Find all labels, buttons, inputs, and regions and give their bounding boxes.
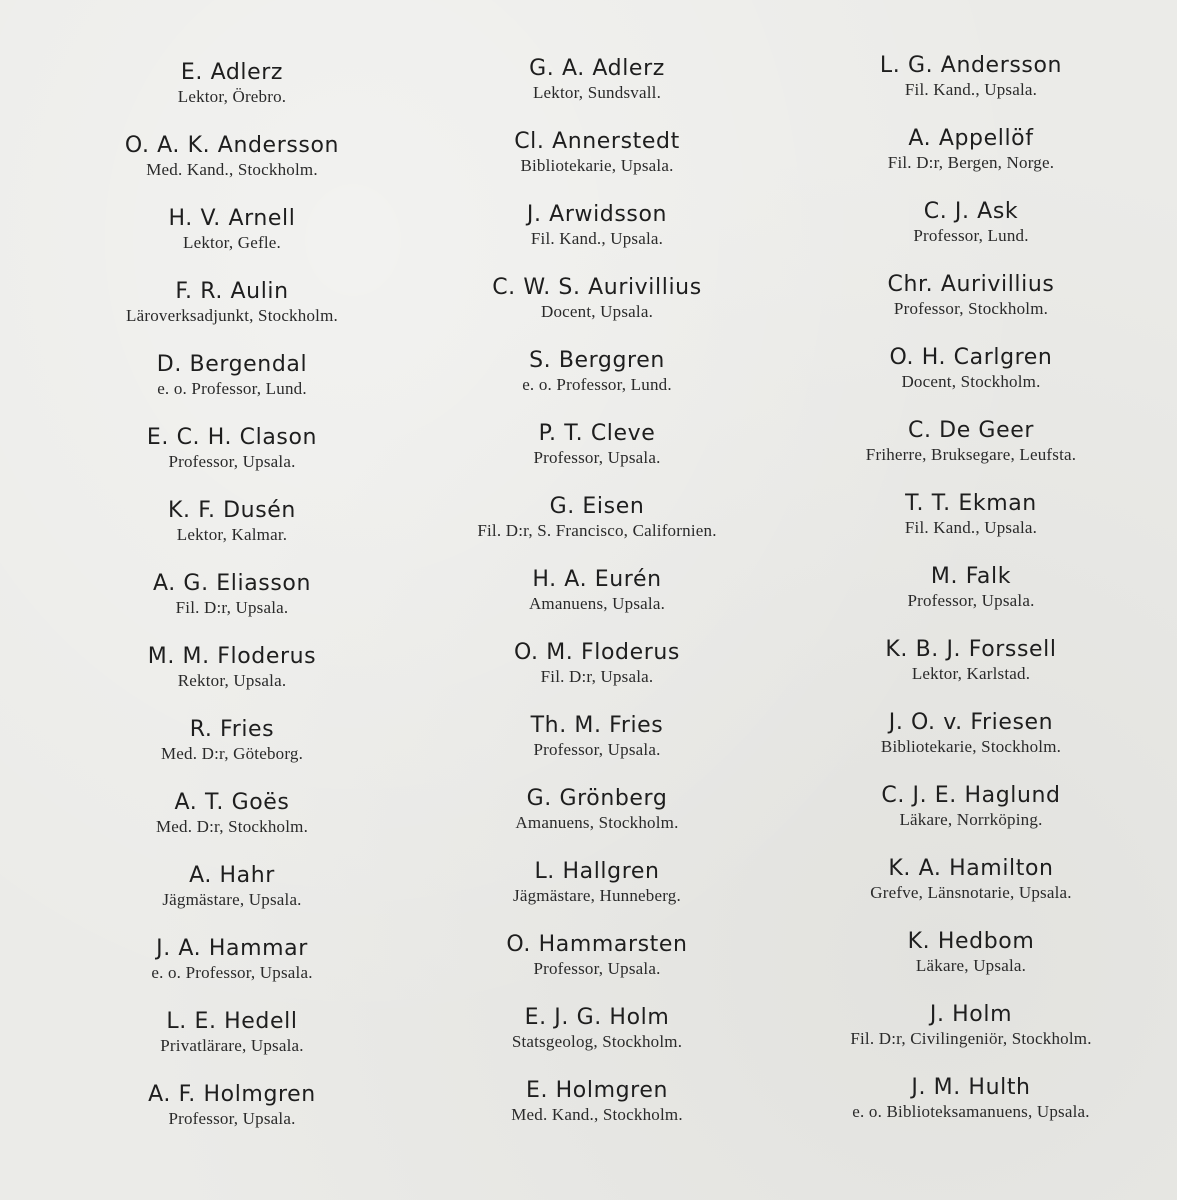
member-entry: [42, 640, 422, 713]
member-title: Rektor, Upsala.: [177, 671, 287, 690]
member-title: Bibliotekarie, Upsala.: [520, 156, 674, 175]
member-name: L. E. Hedell: [166, 1009, 298, 1034]
member-entry: [42, 1078, 422, 1151]
member-name: R. Fries: [189, 717, 275, 742]
member-entry: [407, 344, 787, 417]
member-entry: [42, 421, 422, 494]
member-entry: [781, 341, 1161, 414]
member-entry: [42, 348, 422, 421]
member-title: e. o. Professor, Upsala.: [151, 963, 313, 982]
member-name: F. R. Aulin: [175, 279, 289, 304]
member-name: P. T. Cleve: [538, 421, 656, 446]
member-title: Lektor, Sundsvall.: [532, 83, 662, 102]
member-entry: [781, 49, 1161, 122]
member-title: Med. D:r, Stockholm.: [155, 817, 309, 836]
member-name: O. M. Floderus: [514, 640, 680, 665]
member-entry: [781, 195, 1161, 268]
member-title: Fil. D:r, S. Francisco, Californien.: [477, 521, 717, 540]
member-name: C. W. S. Aurivillius: [492, 275, 702, 300]
member-title: Lektor, Kalmar.: [176, 525, 288, 544]
member-entry: [407, 125, 787, 198]
member-entry: [42, 129, 422, 202]
member-name: E. C. H. Clason: [146, 425, 318, 450]
member-name: G. Eisen: [549, 494, 645, 519]
member-name: M. Falk: [930, 564, 1012, 589]
member-entry: [42, 567, 422, 640]
member-name: E. J. G. Holm: [524, 1005, 670, 1030]
column-middle: [407, 52, 787, 1147]
member-entry: [407, 1074, 787, 1147]
member-title: Lektor, Gefle.: [183, 233, 281, 252]
member-entry: [42, 859, 422, 932]
member-name: J. Holm: [929, 1002, 1013, 1027]
member-title: Professor, Upsala.: [168, 452, 296, 471]
member-title: Statsgeolog, Stockholm.: [511, 1032, 683, 1051]
member-entry: [407, 782, 787, 855]
member-title: Fil. D:r, Upsala.: [175, 598, 289, 617]
member-entry: [407, 563, 787, 636]
member-title: Lektor, Örebro.: [177, 87, 287, 106]
member-name: A. G. Eliasson: [152, 571, 312, 596]
member-entry: [781, 779, 1161, 852]
member-name: C. De Geer: [908, 418, 1034, 443]
member-entry: [781, 1071, 1161, 1144]
member-name: H. A. Eurén: [532, 567, 662, 592]
member-entry: [42, 786, 422, 859]
member-title: Grefve, Länsnotarie, Upsala.: [870, 883, 1072, 902]
member-title: Amanuens, Stockholm.: [515, 813, 679, 832]
member-entry: [781, 633, 1161, 706]
member-title: Professor, Upsala.: [533, 959, 661, 978]
member-title: e. o. Professor, Lund.: [522, 375, 672, 394]
member-title: Privatlärare, Upsala.: [160, 1036, 304, 1055]
member-name: J. A. Hammar: [156, 936, 308, 961]
member-title: e. o. Professor, Lund.: [157, 379, 307, 398]
member-title: Fil. D:r, Upsala.: [540, 667, 654, 686]
member-entry: [781, 998, 1161, 1071]
member-name: O. A. K. Andersson: [124, 133, 340, 158]
member-name: G. A. Adlerz: [529, 56, 665, 81]
member-name: O. Hammarsten: [506, 932, 688, 957]
member-title: Professor, Upsala.: [168, 1109, 296, 1128]
member-title: Professor, Lund.: [913, 226, 1029, 245]
member-title: Läkare, Upsala.: [915, 956, 1027, 975]
member-name: T. T. Ekman: [905, 491, 1037, 516]
member-name: G. Grönberg: [526, 786, 668, 811]
member-title: Fil. Kand., Upsala.: [530, 229, 664, 248]
member-title: Fil. Kand., Upsala.: [904, 80, 1038, 99]
member-entry: [407, 1001, 787, 1074]
member-name: E. Holmgren: [525, 1078, 669, 1103]
member-title: Bibliotekarie, Stockholm.: [880, 737, 1062, 756]
member-name: K. B. J. Forssell: [885, 637, 1057, 662]
member-name: A. T. Goës: [174, 790, 290, 815]
member-entry: [781, 487, 1161, 560]
member-entry: [407, 52, 787, 125]
member-title: Professor, Upsala.: [533, 740, 661, 759]
member-entry: [407, 636, 787, 709]
member-title: Fil. D:r, Bergen, Norge.: [887, 153, 1055, 172]
member-title: Med. D:r, Göteborg.: [160, 744, 304, 763]
column-left: [42, 56, 422, 1151]
member-name: C. J. E. Haglund: [881, 783, 1061, 808]
member-name: J. O. v. Friesen: [888, 710, 1054, 735]
member-entry: [42, 56, 422, 129]
member-entry: [407, 490, 787, 563]
member-title: Amanuens, Upsala.: [528, 594, 666, 613]
member-entry: [407, 271, 787, 344]
member-entry: [781, 560, 1161, 633]
member-title: e. o. Biblioteksamanuens, Upsala.: [852, 1102, 1090, 1121]
member-name: K. F. Dusén: [168, 498, 296, 523]
member-entry: [42, 1005, 422, 1078]
member-title: Läkare, Norrköping.: [899, 810, 1043, 829]
member-title: Med. Kand., Stockholm.: [146, 160, 318, 179]
member-title: Jägmästare, Upsala.: [162, 890, 302, 909]
member-title: Fil. Kand., Upsala.: [904, 518, 1038, 537]
member-entry: [781, 122, 1161, 195]
member-entry: [42, 202, 422, 275]
member-entry: [407, 709, 787, 782]
member-name: S. Berggren: [529, 348, 665, 373]
member-title: Docent, Upsala.: [540, 302, 654, 321]
member-title: Professor, Stockholm.: [893, 299, 1049, 318]
member-name: A. Appellöf: [908, 126, 1034, 151]
member-title: Docent, Stockholm.: [901, 372, 1041, 391]
member-title: Jägmästare, Hunneberg.: [513, 886, 681, 905]
member-entry: [407, 855, 787, 928]
member-name: H. V. Arnell: [168, 206, 296, 231]
member-name: Cl. Annerstedt: [514, 129, 680, 154]
member-entry: [407, 417, 787, 490]
member-entry: [42, 494, 422, 567]
member-entry: [42, 713, 422, 786]
member-name: O. H. Carlgren: [889, 345, 1053, 370]
member-name: E. Adlerz: [180, 60, 284, 85]
member-name: L. Hallgren: [534, 859, 660, 884]
member-entry: [781, 852, 1161, 925]
member-name: C. J. Ask: [923, 199, 1019, 224]
member-name: K. A. Hamilton: [888, 856, 1054, 881]
member-name: A. F. Holmgren: [148, 1082, 316, 1107]
member-name: J. M. Hulth: [911, 1075, 1031, 1100]
member-title: Friherre, Bruksegare, Leufsta.: [865, 445, 1077, 464]
member-entry: [407, 198, 787, 271]
member-name: D. Bergendal: [156, 352, 308, 377]
member-entry: [781, 414, 1161, 487]
member-entry: [42, 932, 422, 1005]
member-name: M. M. Floderus: [147, 644, 317, 669]
member-name: L. G. Andersson: [879, 53, 1063, 78]
member-title: Lektor, Karlstad.: [911, 664, 1031, 683]
member-name: Th. M. Fries: [530, 713, 664, 738]
member-entry: [781, 925, 1161, 998]
member-name: Chr. Aurivillius: [887, 272, 1055, 297]
member-title: Professor, Upsala.: [907, 591, 1035, 610]
member-title: Fil. D:r, Civilingeniör, Stockholm.: [850, 1029, 1092, 1048]
member-title: Läroverksadjunkt, Stockholm.: [126, 306, 338, 325]
member-entry: [781, 268, 1161, 341]
column-right: [781, 49, 1161, 1144]
member-entry: [42, 275, 422, 348]
member-name: A. Hahr: [189, 863, 275, 888]
member-name: J. Arwidsson: [526, 202, 668, 227]
member-name: K. Hedbom: [907, 929, 1035, 954]
member-title: Med. Kand., Stockholm.: [511, 1105, 683, 1124]
member-entry: [781, 706, 1161, 779]
member-entry: [407, 928, 787, 1001]
member-title: Professor, Upsala.: [533, 448, 661, 467]
